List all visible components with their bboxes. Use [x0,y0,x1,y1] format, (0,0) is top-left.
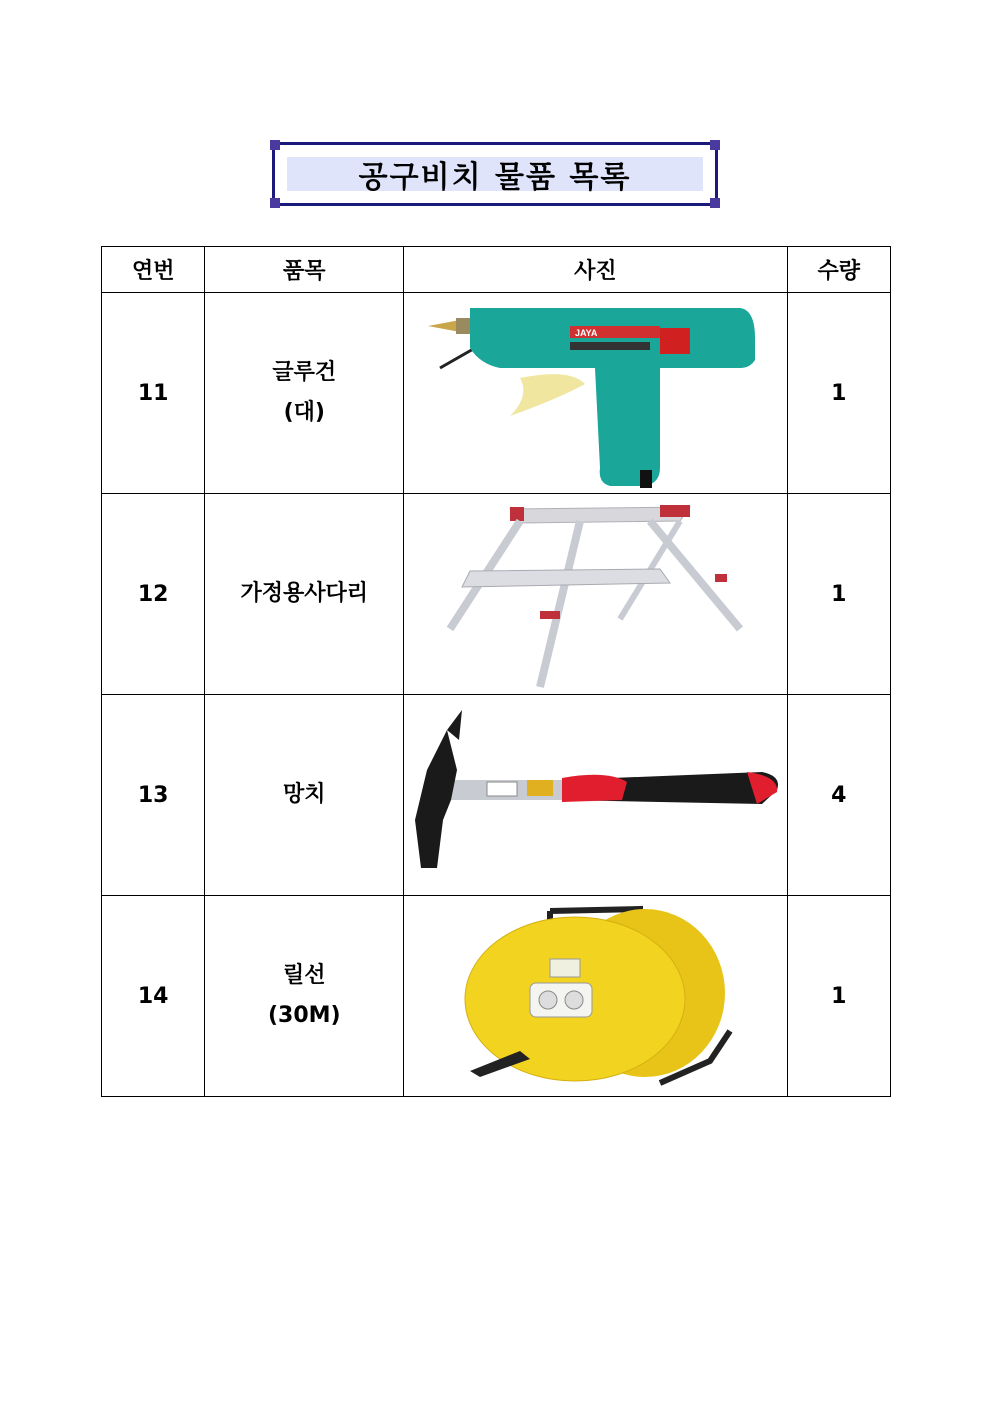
row-photo [404,896,787,1097]
corner-decoration [270,140,280,150]
row-name [205,695,404,896]
row-photo [404,293,787,494]
row-photo [404,695,787,896]
table-row [102,293,891,494]
header-photo: 사진 [404,247,787,293]
table-row [102,896,891,1097]
item-name-sub: (30M) [267,1003,341,1028]
corner-decoration [270,198,280,208]
cable-reel-photo [410,901,780,1091]
table-row [102,695,891,896]
row-no: 13 [102,695,205,896]
table-row [102,494,891,695]
row-no: 11 [102,293,205,494]
row-qty: 1 [787,896,890,1097]
row-name [205,293,404,494]
row-name [205,896,404,1097]
row-qty: 1 [787,293,890,494]
row-photo [404,494,787,695]
items-table [101,246,891,1097]
row-name [205,494,404,695]
header-name: 품목 [205,247,404,293]
page-title: 공구비치 물품 목록 [358,160,632,195]
item-name: 글루건 [272,360,337,385]
row-no: 14 [102,896,205,1097]
item-name-sub: (대) [283,400,325,425]
header-qty: 수량 [787,247,890,293]
item-name: 릴선 [283,963,326,988]
title-box [272,142,718,206]
item-name: 가정용사다리 [240,581,369,606]
row-qty: 1 [787,494,890,695]
corner-decoration [710,140,720,150]
svg-text:JAYA: JAYA [575,328,598,338]
row-no: 12 [102,494,205,695]
row-qty: 4 [787,695,890,896]
title-band [287,157,703,195]
hammer-photo [407,700,783,890]
step-ladder-photo [410,499,780,689]
glue-gun-photo [410,298,780,488]
table-header-row [102,247,891,293]
item-name: 망치 [283,782,326,807]
corner-decoration [710,198,720,208]
header-no: 연번 [102,247,205,293]
